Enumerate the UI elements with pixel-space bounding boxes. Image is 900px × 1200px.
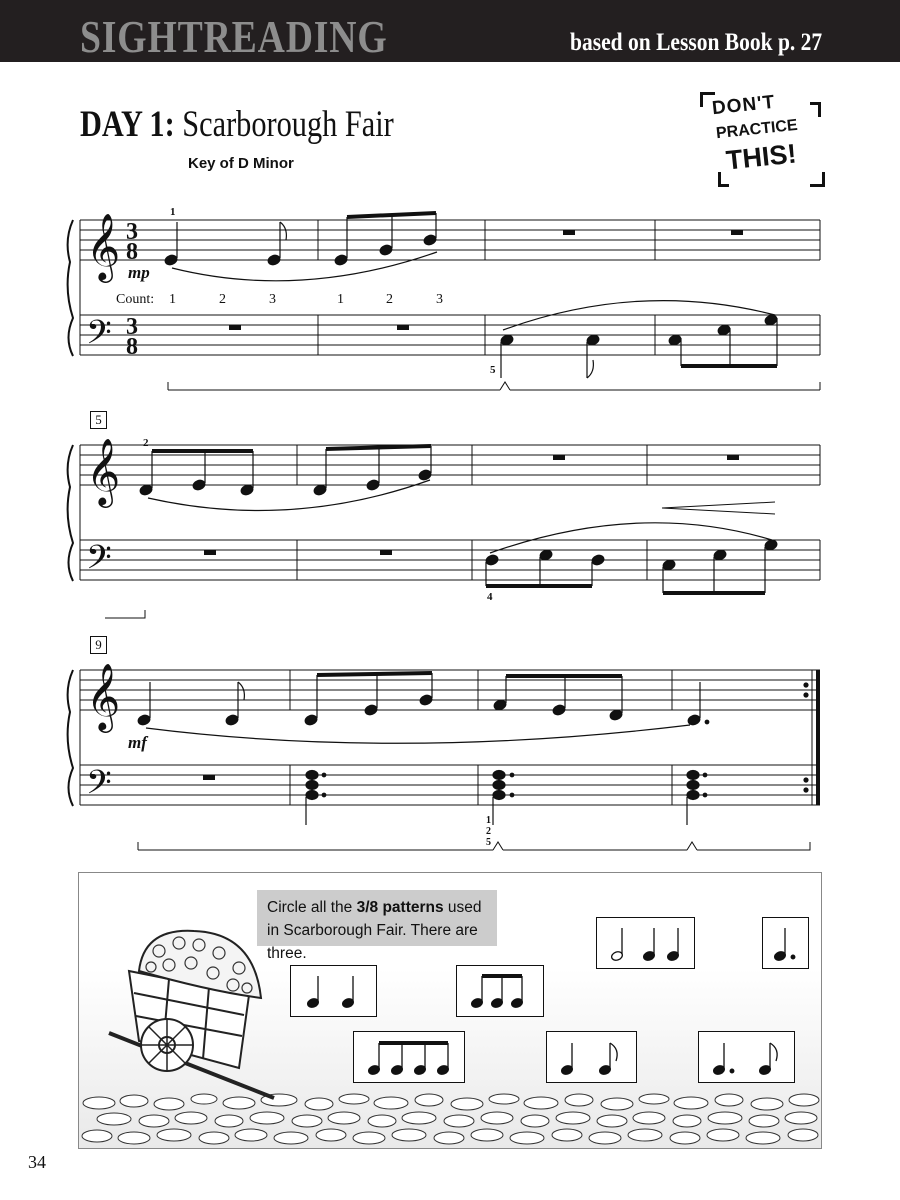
svg-text:5: 5 — [486, 837, 491, 848]
finger-number-rh-1: 1 — [170, 206, 176, 218]
dont-practice-stamp: DON'T PRACTICE THIS! — [700, 92, 825, 187]
dynamic-mf: mf — [128, 733, 147, 752]
song-title: Scarborough Fair — [182, 104, 394, 145]
day-label: DAY 1: — [80, 104, 175, 145]
svg-text:𝄞: 𝄞 — [86, 662, 121, 730]
count-label: Count: — [116, 292, 155, 307]
svg-text:8: 8 — [126, 239, 138, 265]
pattern-half-quarter-quarter[interactable] — [596, 917, 695, 969]
lesson-reference: based on Lesson Book p. 27 — [569, 29, 822, 56]
dynamic-mp: mp — [128, 263, 150, 282]
finger-number-lh-1: 5 — [490, 364, 496, 376]
svg-text:8: 8 — [126, 334, 138, 360]
svg-text:𝄢: 𝄢 — [86, 314, 112, 360]
pattern-four-eighths[interactable] — [353, 1031, 465, 1083]
pattern-dotted-half[interactable] — [762, 917, 809, 969]
svg-text:1: 1 — [169, 292, 176, 307]
pattern-dotted-quarter-eighth[interactable] — [698, 1031, 795, 1083]
measure-number-5: 5 — [90, 411, 107, 429]
section-title: SIGHTREADING — [80, 11, 388, 62]
page-number: 34 — [28, 1152, 46, 1172]
svg-text:𝄢: 𝄢 — [86, 539, 112, 585]
system-3 — [68, 670, 820, 850]
pattern-three-eighths[interactable] — [456, 965, 544, 1017]
svg-text:3: 3 — [126, 219, 138, 245]
finger-number-rh-5: 2 — [143, 437, 149, 449]
svg-text:2: 2 — [386, 292, 393, 307]
svg-text:𝄞: 𝄞 — [86, 212, 121, 280]
svg-text:3: 3 — [436, 292, 443, 307]
svg-text:1: 1 — [337, 292, 344, 307]
svg-text:𝄞: 𝄞 — [86, 437, 121, 505]
svg-text:2: 2 — [486, 826, 491, 837]
svg-text:3: 3 — [269, 292, 276, 307]
activity-instructions: Circle all the 3/8 patterns used in Scarborough Fair. There are three. — [257, 890, 497, 946]
measure-number-9: 9 — [90, 636, 107, 654]
svg-text:1: 1 — [486, 815, 491, 826]
key-signature-label: Key of D Minor — [188, 155, 294, 172]
finger-number-lh-5: 4 — [487, 591, 493, 603]
svg-text:2: 2 — [219, 292, 226, 307]
pattern-quarter-eighth[interactable] — [546, 1031, 637, 1083]
pattern-quarter-quarter[interactable] — [290, 965, 377, 1017]
svg-text:𝄢: 𝄢 — [86, 764, 112, 810]
svg-text:3: 3 — [126, 314, 138, 340]
